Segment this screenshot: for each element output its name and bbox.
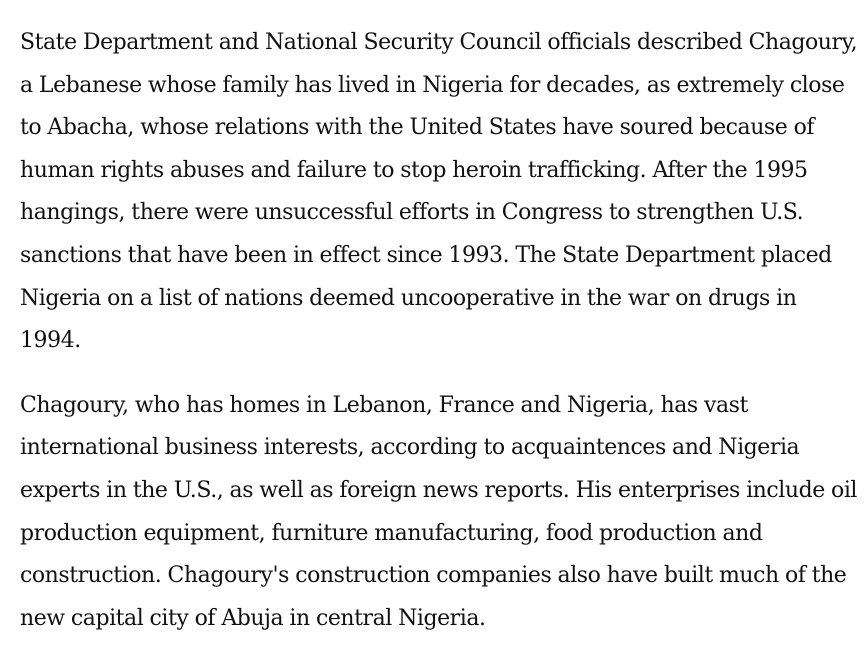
article-paragraph: Chagoury, who has homes in Lebanon, France and Nigeria, has vast international business interests, according to acquaintences and Nigeria experts in the U.S., as well as foreign news reports. His enterprises include oil production equipment, furniture manufacturing, food production and construction. Chagoury's construction companies also have built much of the new capital city of Abuja in central Nigeria.: [20, 392, 857, 631]
article-body: [20, 22, 860, 640]
article-paragraph: State Department and National Security Council officials described Chagoury, a Lebanese whose family has lived in Nigeria for decades, as extremely close to Abacha, whose relations with the United States have soured because of human rights abuses and failure to stop heroin trafficking. After the 1995 hangings, there were unsuccessful efforts in Congress to strengthen U.S. sanctions that have been in effect since 1993. The State Department placed Nigeria on a list of nations deemed uncooperative in the war on drugs in 1994.: [20, 30, 858, 354]
